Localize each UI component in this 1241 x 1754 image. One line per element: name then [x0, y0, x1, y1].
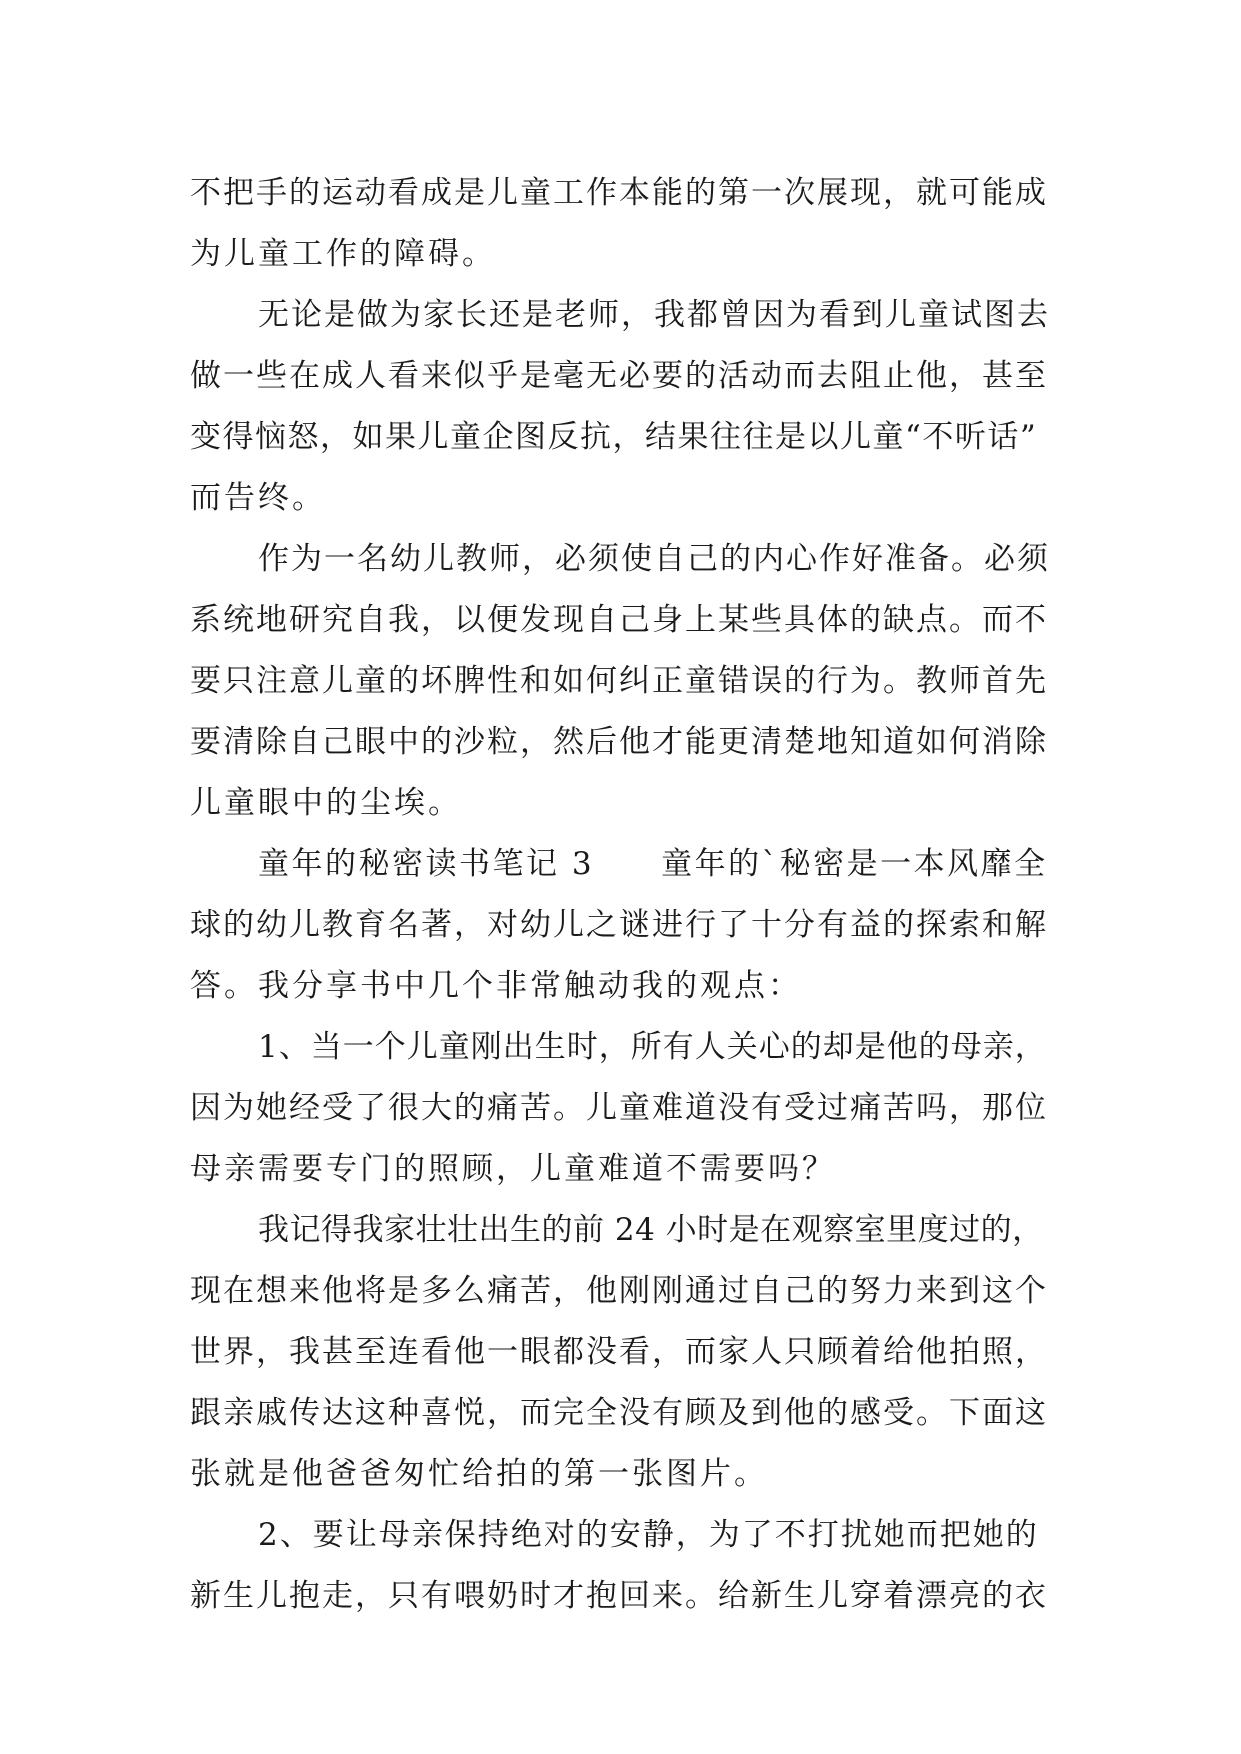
text-line: 张就是他爸爸匆忙给拍的第一张图片。 — [190, 1456, 768, 1492]
document-body — [190, 163, 1050, 1627]
text-line: 答。我分享书中几个非常触动我的观点： — [190, 968, 802, 1004]
text-line: 要只注意儿童的坏脾性和如何纠正童错误的行为。教师首先 — [190, 663, 1048, 699]
text-line: 儿童眼中的尘埃。 — [190, 785, 462, 821]
text-line: 要清除自己眼中的沙粒，然后他才能更清楚地知道如何消除 — [190, 724, 1048, 760]
text-line: 球的幼儿教育名著，对幼儿之谜进行了十分有益的探索和解 — [190, 907, 1048, 943]
text-line: 变得恼怒，如果儿童企图反抗，结果往往是以儿童“不听话” — [190, 419, 1038, 455]
text-line: 跟亲戚传达这种喜悦，而完全没有顾及到他的感受。下面这 — [190, 1395, 1048, 1431]
text-line: 我记得我家壮壮出生的前 24 小时是在观察室里度过的， — [258, 1212, 1044, 1248]
text-line: 1、当一个儿童刚出生时，所有人关心的却是他的母亲， — [258, 1029, 1047, 1065]
paragraph-point-1 — [190, 1017, 1050, 1200]
text-line: 作为一名幼儿教师，必须使自己的内心作好准备。必须 — [258, 541, 1050, 577]
paragraph-personal-memory — [190, 1200, 1050, 1505]
text-line: 不把手的运动看成是儿童工作本能的第一次展现，就可能成 — [190, 175, 1048, 211]
text-line: 童年的秘密读书笔记 3 童年的`秘密是一本风靡全 — [258, 846, 1048, 882]
text-line: 做一些在成人看来似乎是毫无必要的活动而去阻止他，甚至 — [190, 358, 1048, 394]
text-line: 新生儿抱走，只有喂奶时才抱回来。给新生儿穿着漂亮的衣 — [190, 1578, 1048, 1614]
text-line: 系统地研究自我，以便发现自己身上某些具体的缺点。而不 — [190, 602, 1048, 638]
text-line: 2、要让母亲保持绝对的安静，为了不打扰她而把她的 — [258, 1517, 1039, 1553]
text-line: 而告终。 — [190, 480, 326, 516]
paragraph-teacher-preparation — [190, 529, 1050, 834]
text-line: 为儿童工作的障碍。 — [190, 236, 496, 272]
text-line: 世界，我甚至连看他一眼都没看，而家人只顾着给他拍照， — [190, 1334, 1048, 1370]
paragraph-parent-teacher — [190, 285, 1050, 529]
paragraph-continuation — [190, 163, 1050, 285]
text-line: 现在想来他将是多么痛苦，他刚刚通过自己的努力来到这个 — [190, 1273, 1048, 1309]
text-line: 无论是做为家长还是老师，我都曾因为看到儿童试图去 — [258, 297, 1050, 333]
text-line: 母亲需要专门的照顾，儿童难道不需要吗？ — [190, 1151, 836, 1187]
paragraph-point-2 — [190, 1505, 1050, 1627]
text-line: 因为她经受了很大的痛苦。儿童难道没有受过痛苦吗，那位 — [190, 1090, 1048, 1126]
paragraph-reading-note-3 — [190, 834, 1050, 1017]
